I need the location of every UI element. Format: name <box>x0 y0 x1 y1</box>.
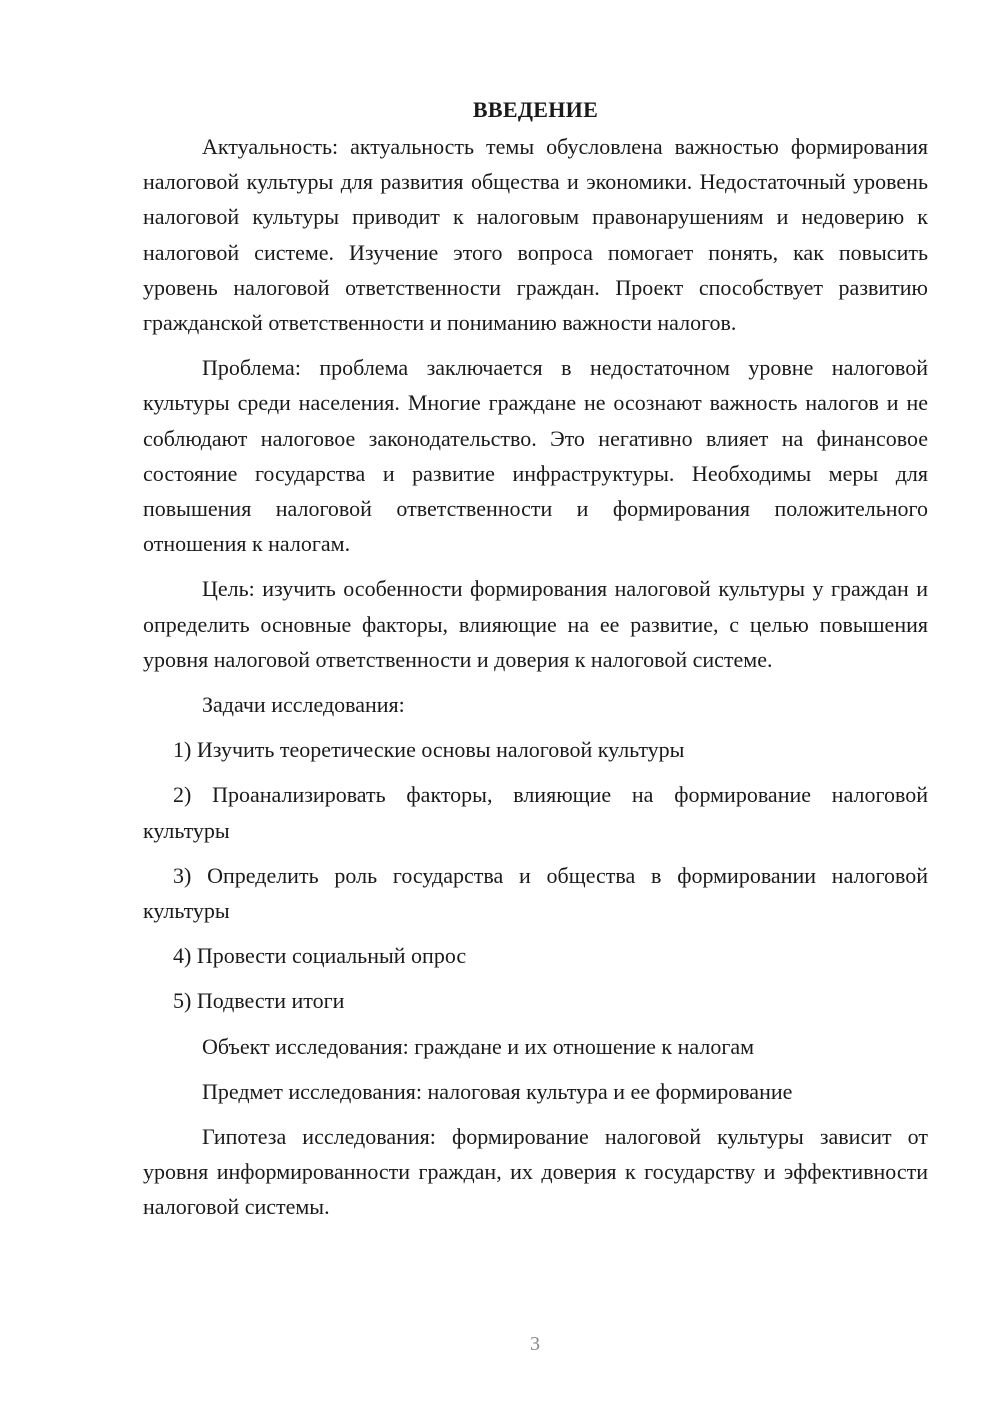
page-number: 3 <box>530 1333 540 1355</box>
page-title: ВВЕДЕНИЕ <box>472 97 599 122</box>
problem-paragraph: Проблема: проблема заключается в недостаточном уровне налоговой культуры среди населения. Многие граждане не осознают важность налогов и не соблюдают налоговое законодательство. Это негативно влияет на финансовое состояние государства и развитие инфраструктуры. Необходимы меры для повышения налоговой ответственности и формирования положительного отношения к налогам. <box>143 355 928 557</box>
task-item-3: 3) Определить роль государства и общества в формировании налоговой культуры <box>143 862 928 924</box>
task-item-4: 4) Провести социальный опрос <box>173 943 467 969</box>
subject-paragraph: Предмет исследования: налоговая культура и ее формирование <box>202 1078 793 1104</box>
hypothesis-paragraph: Гипотеза исследования: формирование налоговой культуры зависит от уровня информированности граждан, их доверия к государству и эффективности налоговой системы. <box>143 1124 928 1220</box>
relevance-paragraph: Актуальность: актуальность темы обусловлена важностью формирования налоговой культуры для развития общества и экономики. Недостаточный уровень налоговой культуры приводит к налоговым правонарушениям и недоверию к налоговой системе. Изучение этого вопроса помогает понять, как повысить уровень налоговой ответственности граждан. Проект способствует развитию гражданской ответственности и пониманию важности налогов. <box>143 134 928 336</box>
goal-paragraph: Цель: изучить особенности формирования налоговой культуры у граждан и определить основные факторы, влияющие на ее развитие, с целью повышения уровня налоговой ответственности и доверия к налоговой системе. <box>143 576 928 672</box>
object-paragraph: Объект исследования: граждане и их отношение к налогам <box>202 1033 755 1059</box>
document-page <box>143 92 928 1235</box>
tasks-heading: Задачи исследования: <box>202 692 405 718</box>
task-item-2: 2) Проанализировать факторы, влияющие на формирование налоговой культуры <box>143 782 928 843</box>
task-item-1: 1) Изучить теоретические основы налоговой культуры <box>173 737 685 763</box>
task-item-5: 5) Подвести итоги <box>173 988 345 1014</box>
